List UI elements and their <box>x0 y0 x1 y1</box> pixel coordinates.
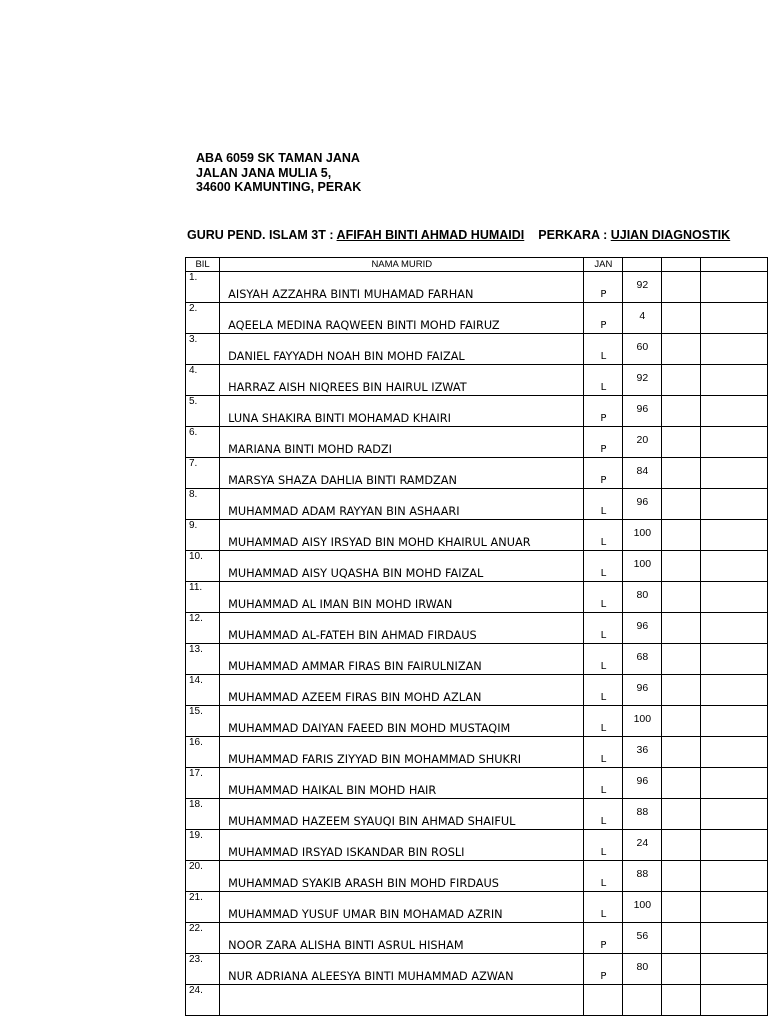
column-header-bil: BIL <box>186 258 220 272</box>
empty-cell <box>701 799 768 830</box>
student-gender: P <box>584 396 623 427</box>
student-name: MUHAMMAD IRSYAD ISKANDAR BIN ROSLI <box>220 830 584 861</box>
table-row <box>186 520 768 551</box>
student-table <box>185 257 768 1016</box>
school-name: ABA 6059 SK TAMAN JANA <box>196 151 360 165</box>
student-gender: L <box>584 799 623 830</box>
student-score: 92 <box>623 272 662 303</box>
student-gender: L <box>584 768 623 799</box>
student-gender: P <box>584 458 623 489</box>
teacher-label: GURU PEND. ISLAM 3T : <box>187 228 337 242</box>
student-name: MARIANA BINTI MOHD RADZI <box>220 427 584 458</box>
row-number: 15. <box>186 706 220 737</box>
empty-cell <box>701 396 768 427</box>
row-number: 24. <box>186 985 220 1016</box>
row-number: 18. <box>186 799 220 830</box>
student-name: AQEELA MEDINA RAQWEEN BINTI MOHD FAIRUZ <box>220 303 584 334</box>
student-name: MARSYA SHAZA DAHLIA BINTI RAMDZAN <box>220 458 584 489</box>
student-name: MUHAMMAD YUSUF UMAR BIN MOHAMAD AZRIN <box>220 892 584 923</box>
school-city: 34600 KAMUNTING, PERAK <box>196 180 362 194</box>
student-name: DANIEL FAYYADH NOAH BIN MOHD FAIZAL <box>220 334 584 365</box>
column-header-name: NAMA MURID <box>220 258 584 272</box>
row-number: 17. <box>186 768 220 799</box>
student-name <box>220 985 584 1016</box>
empty-cell <box>662 675 701 706</box>
school-address <box>196 151 361 195</box>
table-row <box>186 830 768 861</box>
empty-cell <box>662 551 701 582</box>
empty-cell <box>662 334 701 365</box>
table-row <box>186 427 768 458</box>
row-number: 23. <box>186 954 220 985</box>
row-number: 19. <box>186 830 220 861</box>
student-score: 96 <box>623 675 662 706</box>
empty-cell <box>662 458 701 489</box>
table-row <box>186 985 768 1016</box>
table-row <box>186 892 768 923</box>
student-name: AISYAH AZZAHRA BINTI MUHAMAD FARHAN <box>220 272 584 303</box>
student-name: HARRAZ AISH NIQREES BIN HAIRUL IZWAT <box>220 365 584 396</box>
empty-cell <box>701 706 768 737</box>
student-gender: L <box>584 613 623 644</box>
student-name: MUHAMMAD AMMAR FIRAS BIN FAIRULNIZAN <box>220 644 584 675</box>
empty-cell <box>701 861 768 892</box>
student-name: MUHAMMAD AISY IRSYAD BIN MOHD KHAIRUL ANUAR <box>220 520 584 551</box>
table-row <box>186 675 768 706</box>
student-name: MUHAMMAD AL-FATEH BIN AHMAD FIRDAUS <box>220 613 584 644</box>
student-score: 100 <box>623 551 662 582</box>
table-row <box>186 272 768 303</box>
table-header-row <box>186 258 768 272</box>
student-score: 100 <box>623 892 662 923</box>
row-number: 22. <box>186 923 220 954</box>
student-name: NUR ADRIANA ALEESYA BINTI MUHAMMAD AZWAN <box>220 954 584 985</box>
student-gender: P <box>584 954 623 985</box>
student-gender: L <box>584 706 623 737</box>
empty-cell <box>662 644 701 675</box>
empty-cell <box>701 582 768 613</box>
column-header-empty <box>623 258 662 272</box>
table-row <box>186 551 768 582</box>
row-number: 4. <box>186 365 220 396</box>
student-gender: P <box>584 923 623 954</box>
teacher-name: AFIFAH BINTI AHMAD HUMAIDI <box>336 228 525 242</box>
student-name: MUHAMMAD AISY UQASHA BIN MOHD FAIZAL <box>220 551 584 582</box>
empty-cell <box>701 830 768 861</box>
empty-cell <box>662 768 701 799</box>
empty-cell <box>662 489 701 520</box>
column-header-empty <box>701 258 768 272</box>
empty-cell <box>701 954 768 985</box>
table-row <box>186 489 768 520</box>
student-score: 96 <box>623 489 662 520</box>
student-score: 96 <box>623 768 662 799</box>
report-header <box>187 228 768 242</box>
student-score: 92 <box>623 365 662 396</box>
student-gender: L <box>584 551 623 582</box>
empty-cell <box>701 737 768 768</box>
student-gender: P <box>584 427 623 458</box>
row-number: 1. <box>186 272 220 303</box>
table-body <box>186 272 768 1016</box>
student-gender: L <box>584 334 623 365</box>
empty-cell <box>701 458 768 489</box>
student-name: MUHAMMAD FARIS ZIYYAD BIN MOHAMMAD SHUKRI <box>220 737 584 768</box>
empty-cell <box>662 830 701 861</box>
column-header-jan: JAN <box>584 258 623 272</box>
empty-cell <box>701 520 768 551</box>
empty-cell <box>701 489 768 520</box>
row-number: 3. <box>186 334 220 365</box>
student-gender: L <box>584 489 623 520</box>
student-gender: L <box>584 675 623 706</box>
student-name: MUHAMMAD DAIYAN FAEED BIN MOHD MUSTAQIM <box>220 706 584 737</box>
table-row <box>186 768 768 799</box>
empty-cell <box>662 985 701 1016</box>
row-number: 5. <box>186 396 220 427</box>
empty-cell <box>701 427 768 458</box>
empty-cell <box>662 799 701 830</box>
empty-cell <box>662 706 701 737</box>
empty-cell <box>662 427 701 458</box>
student-gender: L <box>584 830 623 861</box>
student-gender: L <box>584 892 623 923</box>
table-row <box>186 334 768 365</box>
student-sheet <box>185 257 768 996</box>
student-score: 68 <box>623 644 662 675</box>
student-score: 60 <box>623 334 662 365</box>
perkara-value: UJIAN DIAGNOSTIK <box>610 228 731 242</box>
row-number: 8. <box>186 489 220 520</box>
empty-cell <box>662 861 701 892</box>
row-number: 12. <box>186 613 220 644</box>
student-gender <box>584 985 623 1016</box>
empty-cell <box>662 613 701 644</box>
empty-cell <box>701 768 768 799</box>
row-number: 7. <box>186 458 220 489</box>
table-row <box>186 613 768 644</box>
row-number: 14. <box>186 675 220 706</box>
student-gender: L <box>584 365 623 396</box>
empty-cell <box>701 644 768 675</box>
student-name: MUHAMMAD HAZEEM SYAUQI BIN AHMAD SHAIFUL <box>220 799 584 830</box>
row-number: 21. <box>186 892 220 923</box>
table-row <box>186 582 768 613</box>
perkara-label: PERKARA : <box>538 228 611 242</box>
table-row <box>186 458 768 489</box>
row-number: 11. <box>186 582 220 613</box>
student-score: 88 <box>623 861 662 892</box>
row-number: 9. <box>186 520 220 551</box>
empty-cell <box>662 396 701 427</box>
empty-cell <box>701 923 768 954</box>
row-number: 13. <box>186 644 220 675</box>
empty-cell <box>662 892 701 923</box>
empty-cell <box>662 737 701 768</box>
empty-cell <box>701 892 768 923</box>
empty-cell <box>662 365 701 396</box>
student-name: MUHAMMAD AL IMAN BIN MOHD IRWAN <box>220 582 584 613</box>
empty-cell <box>701 675 768 706</box>
empty-cell <box>662 582 701 613</box>
row-number: 10. <box>186 551 220 582</box>
empty-cell <box>662 954 701 985</box>
column-header-empty <box>662 258 701 272</box>
student-score: 36 <box>623 737 662 768</box>
row-number: 16. <box>186 737 220 768</box>
student-score: 96 <box>623 613 662 644</box>
student-score: 100 <box>623 520 662 551</box>
table-row <box>186 706 768 737</box>
student-score: 20 <box>623 427 662 458</box>
table-row <box>186 303 768 334</box>
student-name: MUHAMMAD ADAM RAYYAN BIN ASHAARI <box>220 489 584 520</box>
student-name: LUNA SHAKIRA BINTI MOHAMAD KHAIRI <box>220 396 584 427</box>
student-name: MUHAMMAD SYAKIB ARASH BIN MOHD FIRDAUS <box>220 861 584 892</box>
student-score: 56 <box>623 923 662 954</box>
row-number: 2. <box>186 303 220 334</box>
table-row <box>186 861 768 892</box>
student-score: 80 <box>623 954 662 985</box>
student-gender: P <box>584 272 623 303</box>
empty-cell <box>701 551 768 582</box>
table-row <box>186 365 768 396</box>
student-gender: L <box>584 861 623 892</box>
student-gender: L <box>584 737 623 768</box>
student-score: 4 <box>623 303 662 334</box>
empty-cell <box>701 613 768 644</box>
student-gender: P <box>584 303 623 334</box>
row-number: 20. <box>186 861 220 892</box>
table-row <box>186 799 768 830</box>
student-name: MUHAMMAD AZEEM FIRAS BIN MOHD AZLAN <box>220 675 584 706</box>
empty-cell <box>662 923 701 954</box>
student-score: 88 <box>623 799 662 830</box>
empty-cell <box>701 272 768 303</box>
table-row <box>186 737 768 768</box>
empty-cell <box>701 334 768 365</box>
table-row <box>186 396 768 427</box>
table-row <box>186 954 768 985</box>
student-name: NOOR ZARA ALISHA BINTI ASRUL HISHAM <box>220 923 584 954</box>
school-street: JALAN JANA MULIA 5, <box>196 165 332 180</box>
student-score <box>623 985 662 1016</box>
empty-cell <box>701 985 768 1016</box>
student-gender: L <box>584 520 623 551</box>
student-score: 80 <box>623 582 662 613</box>
row-number: 6. <box>186 427 220 458</box>
table-row <box>186 644 768 675</box>
student-gender: L <box>584 644 623 675</box>
student-gender: L <box>584 582 623 613</box>
empty-cell <box>662 272 701 303</box>
empty-cell <box>662 303 701 334</box>
student-score: 96 <box>623 396 662 427</box>
empty-cell <box>662 520 701 551</box>
student-score: 84 <box>623 458 662 489</box>
student-score: 24 <box>623 830 662 861</box>
empty-cell <box>701 365 768 396</box>
student-name: MUHAMMAD HAIKAL BIN MOHD HAIR <box>220 768 584 799</box>
student-score: 100 <box>623 706 662 737</box>
table-row <box>186 923 768 954</box>
empty-cell <box>701 303 768 334</box>
